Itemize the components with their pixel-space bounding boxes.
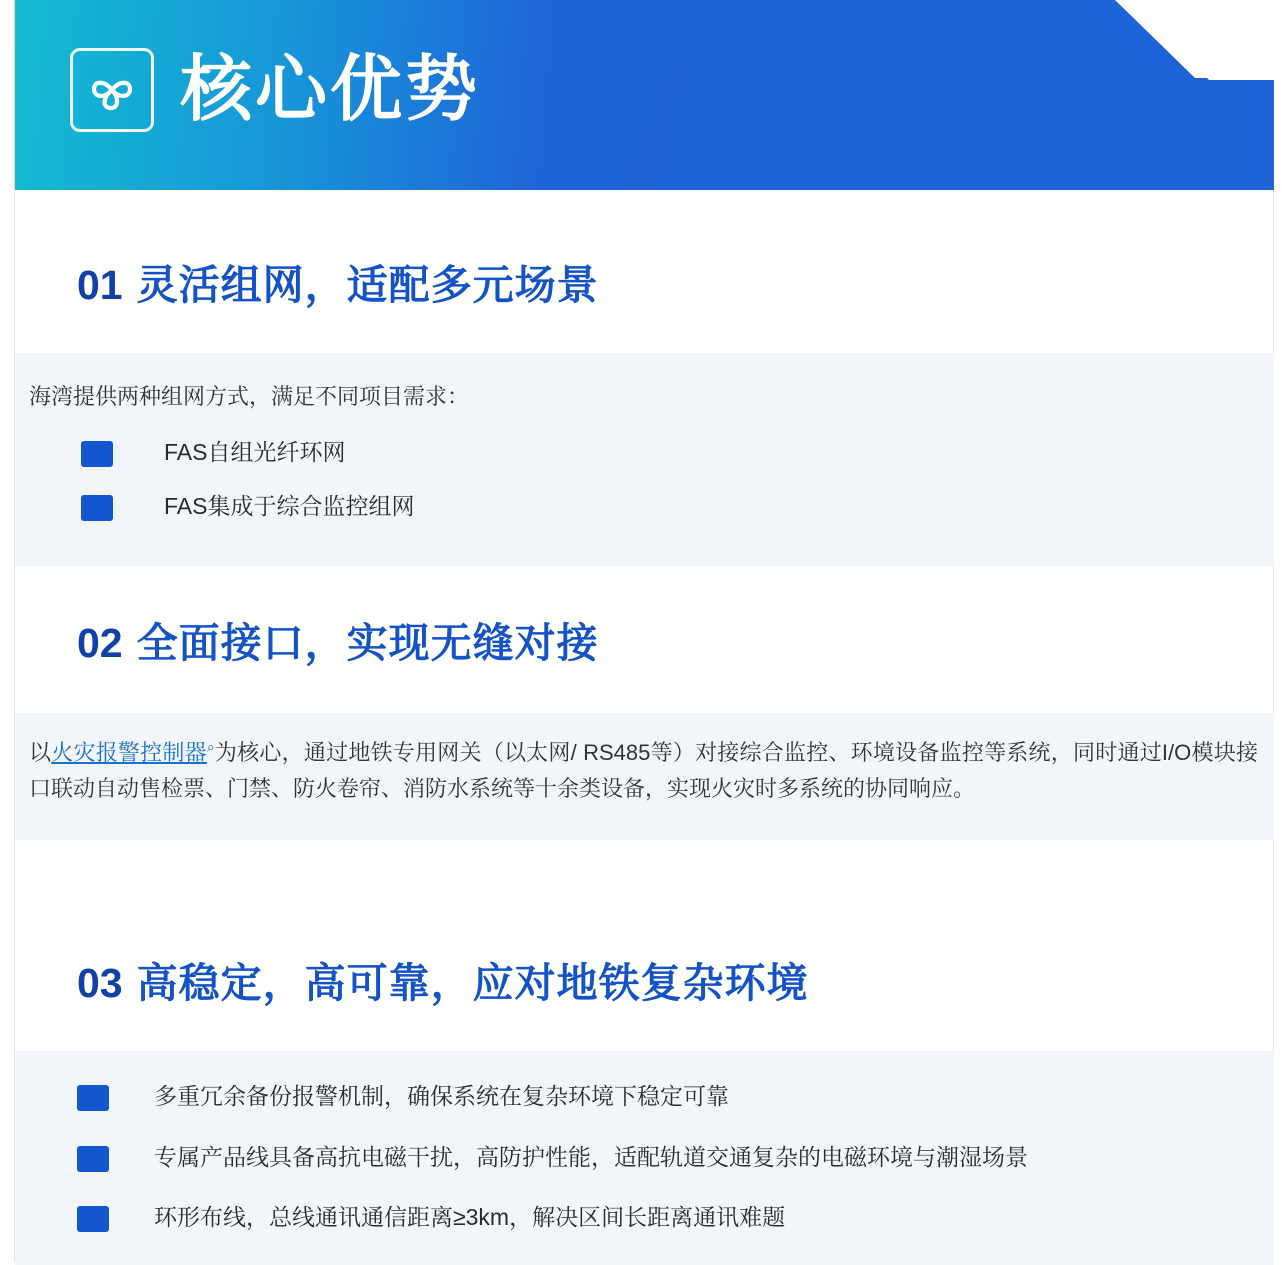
square-bullet-icon	[77, 1085, 109, 1111]
list-item-label: FAS自组光纤环网	[164, 438, 346, 465]
left-margin-rule	[0, 0, 15, 1262]
paragraph-suffix: 为核心，通过地铁专用网关（以太网/ RS485等）对接综合监控、环境设备监控等系统，同时通过I/O模块接口联动自动售检票、门禁、防火卷帘、消防水系统等十余类设备，实现火灾时多系统的协同响应。	[29, 740, 1258, 801]
section-01-title: 灵活组网，适配多元场景	[136, 262, 599, 308]
list-item	[15, 1079, 1254, 1114]
list-item-label: 环形布线，总线通讯通信距离≥3km，解决区间长距离通讯难题	[154, 1204, 786, 1230]
section-01-intro: 海湾提供两种组网方式，满足不同项目需求：	[29, 384, 470, 409]
section-02-paragraph	[29, 735, 1258, 806]
list-item	[15, 1140, 1254, 1175]
list-item	[15, 1200, 1254, 1235]
section-01	[15, 252, 1274, 566]
section-01-heading	[77, 252, 1274, 311]
banner-content	[70, 48, 480, 132]
list-item-label: 专属产品线具备高抗电磁干扰，高防护性能，适配轨道交通复杂的电磁环境与潮湿场景	[154, 1143, 1028, 1170]
section-03-heading	[77, 950, 1274, 1009]
square-bullet-icon	[77, 1146, 109, 1172]
fire-alarm-controller-link[interactable]: 火灾报警控制器	[51, 740, 207, 765]
right-margin-rule	[1273, 0, 1282, 1262]
section-02-heading	[77, 610, 1274, 669]
square-bullet-icon	[81, 495, 113, 521]
section-01-body	[15, 353, 1274, 566]
header-banner	[15, 0, 1274, 190]
section-02	[15, 610, 1274, 840]
list-item	[15, 489, 1274, 524]
list-item-label: 多重冗余备份报警机制，确保系统在复杂环境下稳定可靠	[154, 1083, 729, 1109]
list-item-label: FAS集成于综合监控组网	[164, 493, 415, 520]
section-01-number: 01	[77, 262, 123, 308]
section-03-title: 高稳定，高可靠，应对地铁复杂环境	[136, 960, 809, 1006]
section-03-body	[15, 1051, 1274, 1265]
section-02-title: 全面接口，实现无缝对接	[136, 620, 599, 666]
infinity-knot-icon	[70, 48, 154, 132]
section-02-body	[15, 713, 1274, 840]
section-03	[15, 950, 1274, 1265]
square-bullet-icon	[77, 1206, 109, 1232]
search-icon[interactable]: ⌕	[206, 738, 215, 755]
banner-title: 核心优势	[180, 50, 481, 130]
square-bullet-icon	[81, 441, 113, 467]
paragraph-prefix: 以	[29, 740, 52, 765]
section-02-number: 02	[77, 620, 123, 666]
section-03-number: 03	[77, 960, 123, 1006]
list-item	[15, 435, 1274, 470]
